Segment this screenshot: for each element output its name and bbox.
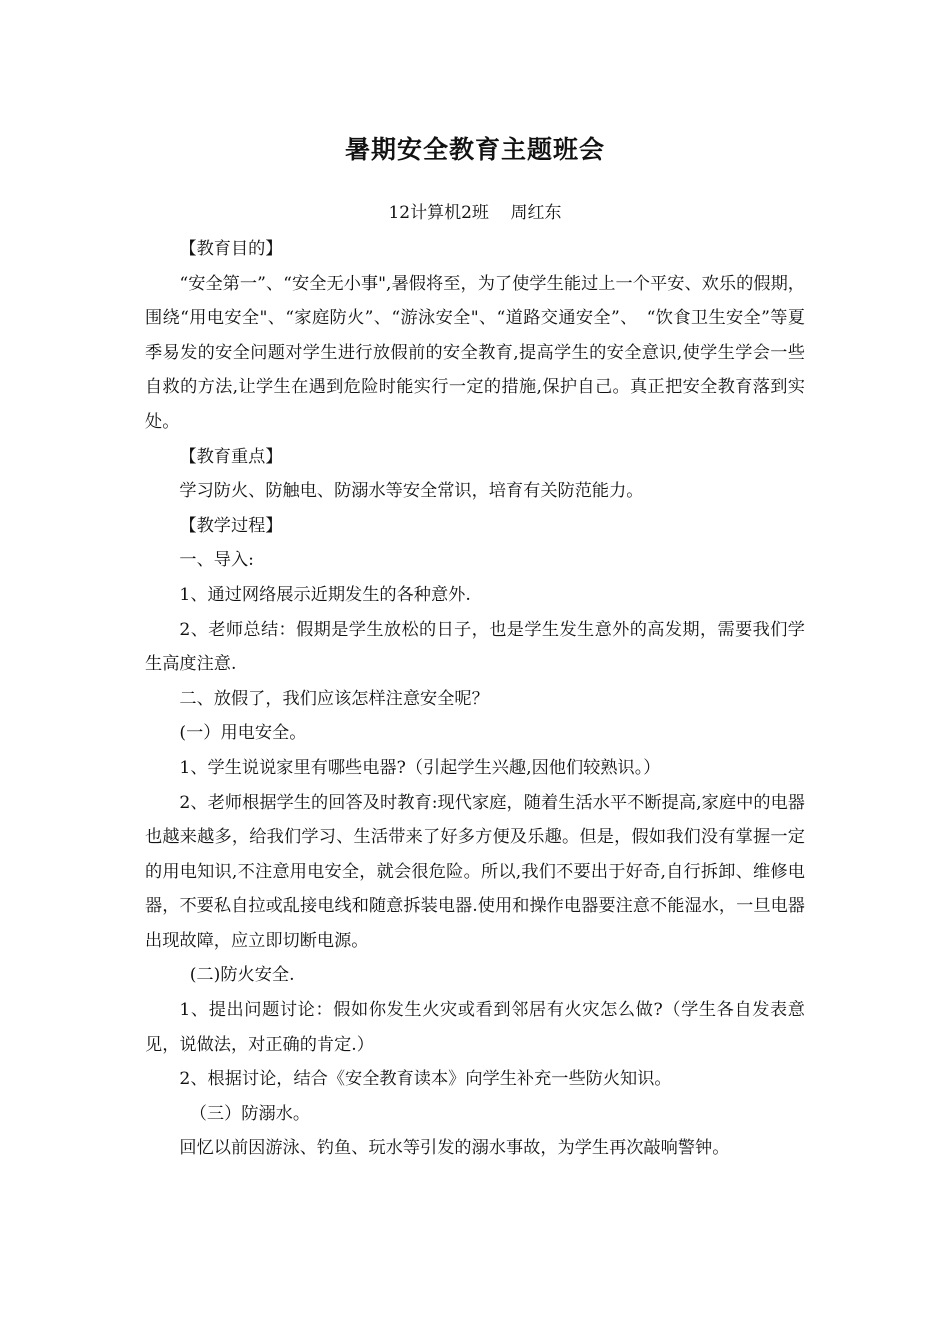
- class-and-author: 12计算机2班 周红东: [388, 203, 562, 223]
- paragraph-electric-1: 1、学生说说家里有哪些电器?（引起学生兴趣,因他们较熟识。）: [179, 757, 661, 778]
- paragraph-intro-2: 2、老师总结：假期是学生放松的日子，也是学生发生意外的高发期，需要我们学生高度注意.: [145, 619, 805, 675]
- paragraph-fire-1: 1、提出问题讨论：假如你发生火灾或看到邻居有火灾怎么做?（学生各自发表意见，说做法，对正确的肯定.）: [145, 1000, 805, 1055]
- subsection-drowning-prevention: （三）防溺水。: [189, 1103, 311, 1124]
- paragraph-drowning: 回忆以前因游泳、钓鱼、玩水等引发的溺水事故，为学生再次敲响警钟。: [179, 1138, 730, 1159]
- document-body: [145, 232, 805, 1166]
- paragraph-education-focus: 学习防火、防触电、防溺水等安全常识，培育有关防范能力。: [179, 481, 644, 502]
- paragraph-education-goal: “安全第一”、“安全无小事",暑假将至，为了使学生能过上一个平安、欢乐的假期，围绕“用电安全"、“家庭防火”、“游泳安全"、“道路交通安全”、 “饮食卫生安全”等夏季易发的安全问题对学生进行放假前的安全教育,提高学生的安全意识,使学生学会一些自救的方法,让学生在遇到危险时能实行一定的措施,保护自己。真正把安全教育落到实处。: [145, 273, 805, 432]
- document-title: 暑期安全教育主题班会: [344, 135, 605, 164]
- paragraph-electric-2: 2、老师根据学生的回答及时教育:现代家庭，随着生活水平不断提高,家庭中的电器也越来越多，给我们学习、生活带来了好多方便及乐趣。但是，假如我们没有掌握一定的用电知识,不注意用电安全，就会很危险。所以,我们不要出于好奇,自行拆卸、维修电器，不要私自拉或乱接电线和随意拆装电器.使用和操作电器要注意不能湿水，一旦电器出现故障，应立即切断电源。: [145, 792, 805, 951]
- subsection-electric-safety: (一）用电安全。: [179, 723, 307, 744]
- document-page: [145, 128, 805, 1166]
- section-introduction: 一、导入:: [179, 550, 254, 571]
- section-holiday-safety: 二、放假了，我们应该怎样注意安全呢？: [179, 688, 489, 709]
- paragraph-fire-2: 2、根据讨论，结合《安全教育读本》向学生补充一些防火知识。: [179, 1069, 672, 1090]
- heading-teaching-process: 【教学过程】: [179, 515, 283, 536]
- subsection-fire-safety: (二)防火安全.: [189, 965, 295, 986]
- paragraph-intro-1: 1、通过网络展示近期发生的各种意外.: [179, 584, 471, 605]
- heading-education-focus: 【教育重点】: [179, 446, 283, 467]
- heading-education-goal: 【教育目的】: [179, 239, 283, 259]
